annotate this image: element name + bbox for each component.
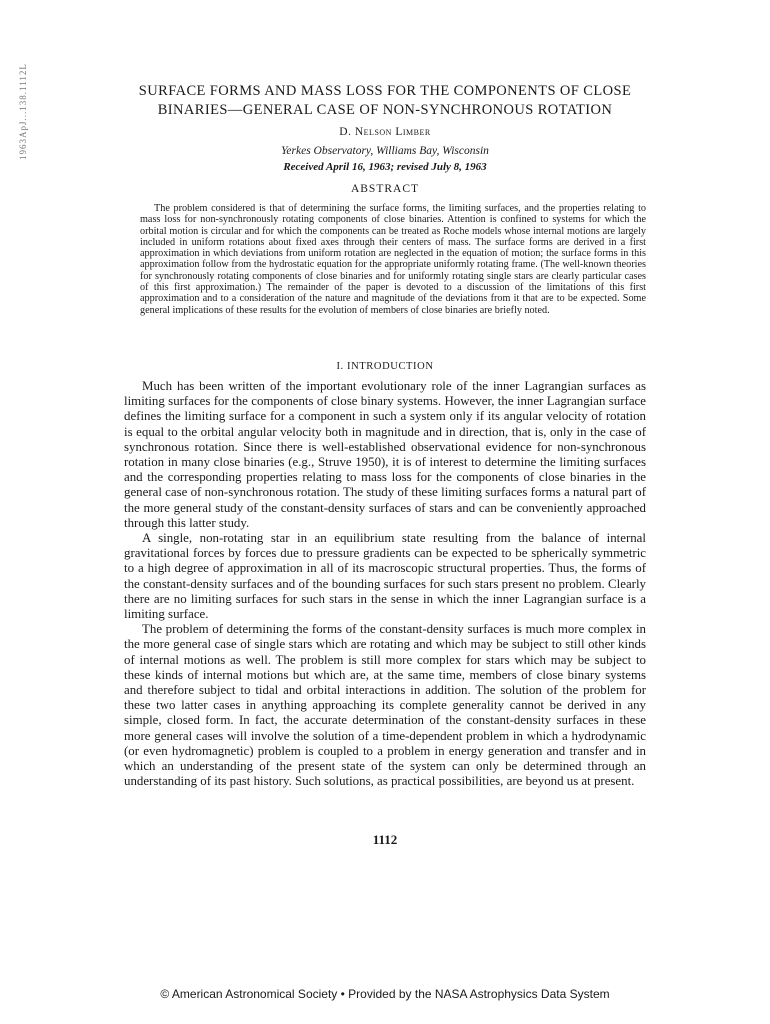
abstract-body: [140, 203, 646, 316]
intro-paragraph-2: A single, non-rotating star in an equilibrium state resulting from the balance of internal gravitational forces by forces due to pressure gradients can be expected to be spherically symmetric to a high degree of approximation in all of its macroscopic structural properties. Thus, the forms of the constant-density surfaces and of the bounding surfaces for such stars present no problem. Clearly there are no limiting surfaces for such stars in the sense in which the inner Lagrangian surface is a limiting surface.: [124, 531, 646, 622]
bibcode-margin-label: 1963ApJ...138.1112L: [18, 63, 28, 160]
section-heading: I. INTRODUCTION: [336, 361, 434, 372]
title-line-1: SURFACE FORMS AND MASS LOSS FOR THE COMPONENTS OF CLOSE: [138, 83, 632, 99]
introduction-body: [124, 379, 646, 789]
received-dates: Received April 16, 1963; revised July 8, 1963: [283, 161, 487, 173]
paper-title: [115, 82, 655, 120]
title-line-2: BINARIES—GENERAL CASE OF NON-SYNCHRONOUS ROTATION: [157, 102, 613, 118]
abstract-heading: ABSTRACT: [350, 183, 420, 195]
page-number: 1112: [372, 832, 398, 847]
intro-paragraph-1: Much has been written of the important evolutionary role of the inner Lagrangian surfaces as limiting surfaces for the components of close binary systems. However, the inner Lagrangian surface defines the limiting surface for a component in such a system only if its angular velocity of rotation is equal to the orbital angular velocity both in magnitude and in direction, that is, only in the case of synchronous rotation. Since there is well-established observational evidence for non-synchronous rotation in many close binaries (e.g., Struve 1950), it is of interest to determine the limiting surfaces and the corresponding properties relating to mass loss for the components of close binaries in the general case of non-synchronous rotation. The study of these limiting surfaces forms a natural part of the more general study of the constant-density surfaces of stars and can be conveniently approached through this latter study.: [124, 379, 646, 530]
footer-attribution: © American Astronomical Society • Provided by the NASA Astrophysics Data System: [160, 987, 610, 1001]
affiliation: Yerkes Observatory, Williams Bay, Wisconsin: [281, 145, 489, 157]
abstract-text: The problem considered is that of determining the surface forms, the limiting surfaces, and the properties relating to mass loss for non-synchronously rotating components of close binaries. Attention is confined to systems for which the orbital motion is circular and for which the components can be treated as Roche models whose internal motions are largely included in uniform rotations about fixed axes through their centers of mass. The surface forms are derived in a first approximation in which deviations from uniform rotation are neglected in the equation of motion; the surface forms in this approximation follow from the hydrostatic equation for the appropriate uniformly rotating frame. (The well-known theories for synchronously rotating components of close binaries and for uniformly rotating single stars are clearly particular cases of this first approximation.) The remainder of the paper is devoted to a discussion of the limitations of this first approximation and to a consideration of the nature and magnitude of the deviations from it that are to be expected. Some general implications of these results for the evolution of members of close binaries are briefly noted.: [140, 203, 646, 316]
intro-paragraph-3: The problem of determining the forms of the constant-density surfaces is much more complex in the more general case of single stars which are rotating and which may be subject to still other kinds of internal motions as well. The problem is still more complex for stars which may be subject to these kinds of internal motions but which are, at the same time, members of close binary systems and therefore subject to tidal and orbital interactions in addition. The solution of the problem for these two latter cases in anything approaching its complete generality cannot be derived in any simple, closed form. In fact, the accurate determination of the constant-density surfaces in these more general cases will involve the solution of a time-dependent problem in which a hydrodynamic (or even hydromagnetic) problem is coupled to a problem in energy generation and transfer and in which an understanding of the present state of the system can only be determined through an understanding of its past history. Such solutions, as practical possibilities, are beyond us at present.: [124, 622, 646, 789]
author-initial: D.: [339, 126, 355, 138]
author-name: Nelson Limber: [354, 126, 431, 138]
author-line: [0, 126, 770, 138]
